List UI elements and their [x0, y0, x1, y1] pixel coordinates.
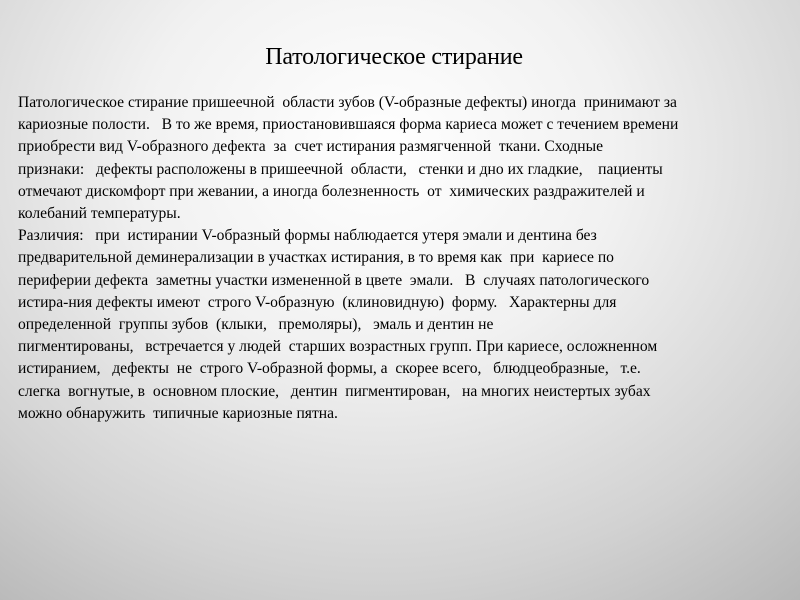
slide-body — [18, 92, 788, 425]
body-line: можно обнаружить типичные кариозные пятна. — [18, 404, 338, 422]
body-line: Различия: при истирании V-образный формы наблюдается утеря эмали и дентина без — [18, 227, 597, 245]
body-line: истира-ния дефекты имеют строго V-образную (клиновидную) форму. Характерны для — [18, 293, 617, 311]
body-line: колебаний температуры. — [18, 205, 181, 223]
slide-title: Патологическое стирание — [265, 44, 523, 70]
body-line: приобрести вид V-образного дефекта за счет истирания размягченной ткани. Сходные — [18, 138, 604, 156]
body-line: Патологическое стирание пришеечной области зубов (V-образные дефекты) иногда принимают за — [18, 94, 677, 111]
body-line: определенной группы зубов (клыки, премоляры), эмаль и дентин не — [18, 316, 494, 334]
body-line: признаки: дефекты расположены в пришеечной области, стенки и дно их гладкие, пациенты — [18, 160, 663, 178]
body-line: предварительной деминерализации в участках истирания, в то время как при кариесе по — [18, 249, 614, 267]
body-line: истиранием, дефекты не строго V-образной формы, а скорее всего, блюдцеобразные, т.е. — [18, 360, 641, 378]
body-line: периферии дефекта заметны участки измененной в цвете эмали. В случаях патологического — [18, 271, 650, 289]
body-line: слегка вогнутые, в основном плоские, дентин пигментирован, на многих неистертых зубах — [18, 382, 651, 400]
body-line: отмечают дискомфорт при жевании, а иногда болезненность от химических раздражителей и — [18, 182, 645, 200]
body-line: пигментированы, встречается у людей старших возрастных групп. При кариесе, осложненном — [18, 338, 658, 356]
body-line: кариозные полости. В то же время, приостановившаяся форма кариеса может с течением времени — [18, 116, 679, 134]
